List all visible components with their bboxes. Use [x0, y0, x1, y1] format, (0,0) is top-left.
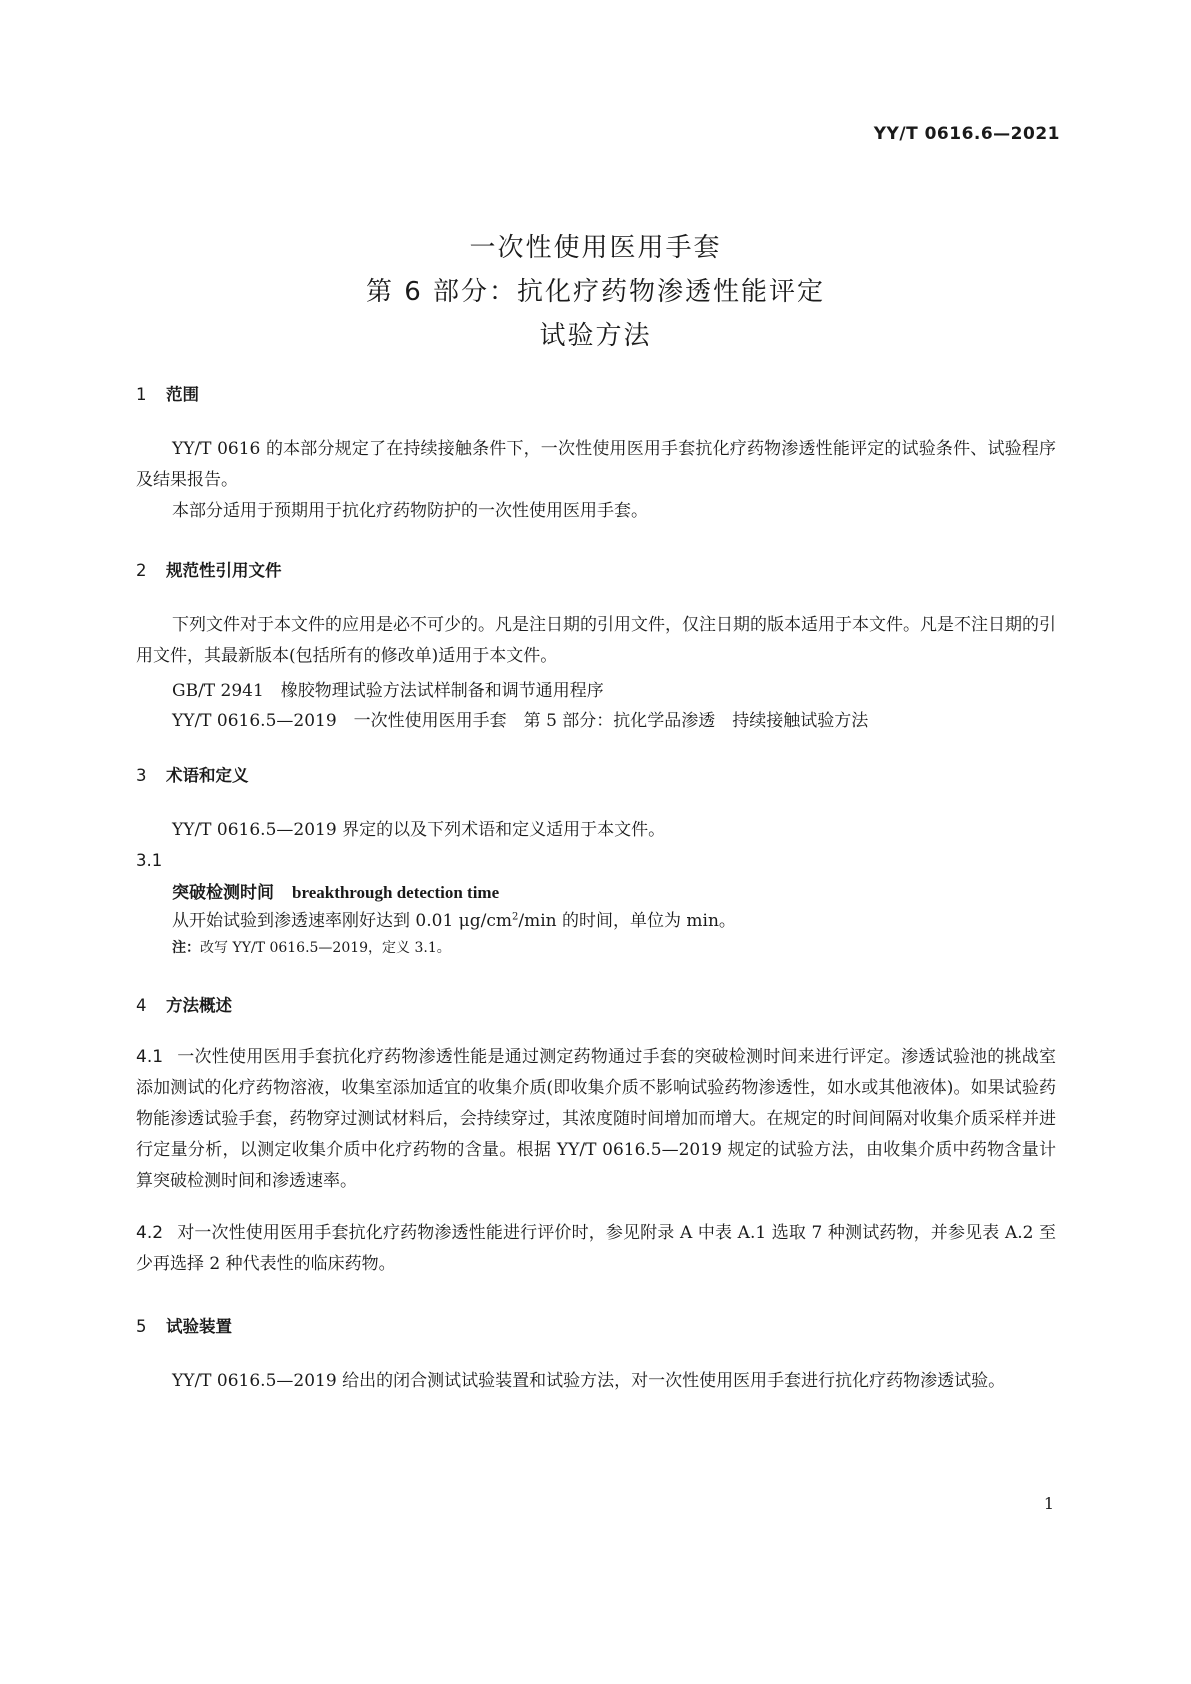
- normative-reference-2: YY/T 0616.5—2019 一次性使用医用手套 第 5 部分：抗化学品渗透 持续接触试验方法: [172, 711, 869, 731]
- section-number: 4: [136, 996, 147, 1015]
- section-title: 范围: [166, 385, 199, 404]
- definition-prefix: 从开始试验到渗透速率刚好达到 0.01 μg/cm: [172, 911, 512, 931]
- note-text: 改写 YY/T 0616.5—2019，定义 3.1。: [200, 940, 451, 956]
- clause-text: 一次性使用医用手套抗化疗药物渗透性能是通过测定药物通过手套的突破检测时间来进行评定。渗透试验池的挑战室添加测试的化疗药物溶液，收集室添加适宜的收集介质(即收集介质不影响试验药物渗透性，如水或其他液体)。如果试验药物能渗透试验手套，药物穿过测试材料后，会持续穿过，其浓度随时间增加而增大。在规定的时间间隔对收集介质采样并进行定量分析，以测定收集介质中化疗药物的含量。根据 YY/T 0616.5—2019 规定的试验方法，由收集介质中药物含量计算突破检测时间和渗透速率。: [136, 1047, 1056, 1191]
- title-line-1: 一次性使用医用手套: [469, 233, 722, 263]
- definition-superscript: 2: [511, 911, 519, 923]
- section-1-paragraph-2: 本部分适用于预期用于抗化疗药物防护的一次性使用医用手套。: [172, 501, 648, 521]
- section-title: 规范性引用文件: [166, 561, 282, 580]
- normative-reference-1: GB/T 2941 橡胶物理试验方法试样制备和调节通用程序: [172, 681, 604, 701]
- clause-3-1-number: 3.1: [136, 851, 163, 870]
- section-title: 方法概述: [166, 996, 232, 1015]
- note-label: 注：: [172, 940, 200, 956]
- title-line-3: 试验方法: [539, 321, 652, 351]
- definition-suffix: /min 的时间，单位为 min。: [518, 911, 736, 931]
- section-number: 5: [136, 1317, 147, 1336]
- clause-text: 对一次性使用医用手套抗化疗药物渗透性能进行评价时，参见附录 A 中表 A.1 选取 7 种测试药物，并参见表 A.2 至少再选择 2 种代表性的临床药物。: [136, 1223, 1056, 1274]
- term-entry: [172, 878, 499, 903]
- section-1-heading: [136, 381, 199, 405]
- section-2-paragraph-1: 下列文件对于本文件的应用是必不可少的。凡是注日期的引用文件，仅注日期的版本适用于本文件。凡是不注日期的引用文件，其最新版本(包括所有的修改单)适用于本文件。: [136, 615, 1056, 666]
- section-5-paragraph-1: YY/T 0616.5—2019 给出的闭合测试试验装置和试验方法，对一次性使用医用手套进行抗化疗药物渗透试验。: [172, 1371, 1006, 1391]
- section-number: 3: [136, 766, 147, 785]
- section-number: 2: [136, 561, 147, 580]
- section-4-heading: [136, 992, 232, 1016]
- section-5-heading: [136, 1313, 232, 1337]
- clause-4-2: [136, 1218, 1056, 1280]
- section-2-heading: [136, 557, 282, 581]
- term-zh: 突破检测时间: [172, 883, 274, 903]
- title-line-2: 第 6 部分：抗化疗药物渗透性能评定: [365, 277, 826, 307]
- clause-4-1: [136, 1042, 1056, 1197]
- clause-number: 4.1: [136, 1047, 164, 1067]
- section-number: 1: [136, 385, 147, 404]
- section-title: 试验装置: [166, 1317, 232, 1336]
- standard-code: YY/T 0616.6—2021: [873, 124, 1060, 144]
- section-title: 术语和定义: [166, 766, 249, 785]
- section-3-heading: [136, 762, 249, 786]
- section-1-paragraph-1: YY/T 0616 的本部分规定了在持续接触条件下，一次性使用医用手套抗化疗药物渗透性能评定的试验条件、试验程序及结果报告。: [136, 439, 1056, 490]
- clause-number: 4.2: [136, 1223, 164, 1243]
- page-number: 1: [1043, 1494, 1054, 1513]
- term-note: [172, 937, 451, 957]
- term-definition: [172, 906, 736, 931]
- section-3-paragraph-1: YY/T 0616.5—2019 界定的以及下列术语和定义适用于本文件。: [172, 820, 666, 840]
- term-en: breakthrough detection time: [292, 883, 500, 902]
